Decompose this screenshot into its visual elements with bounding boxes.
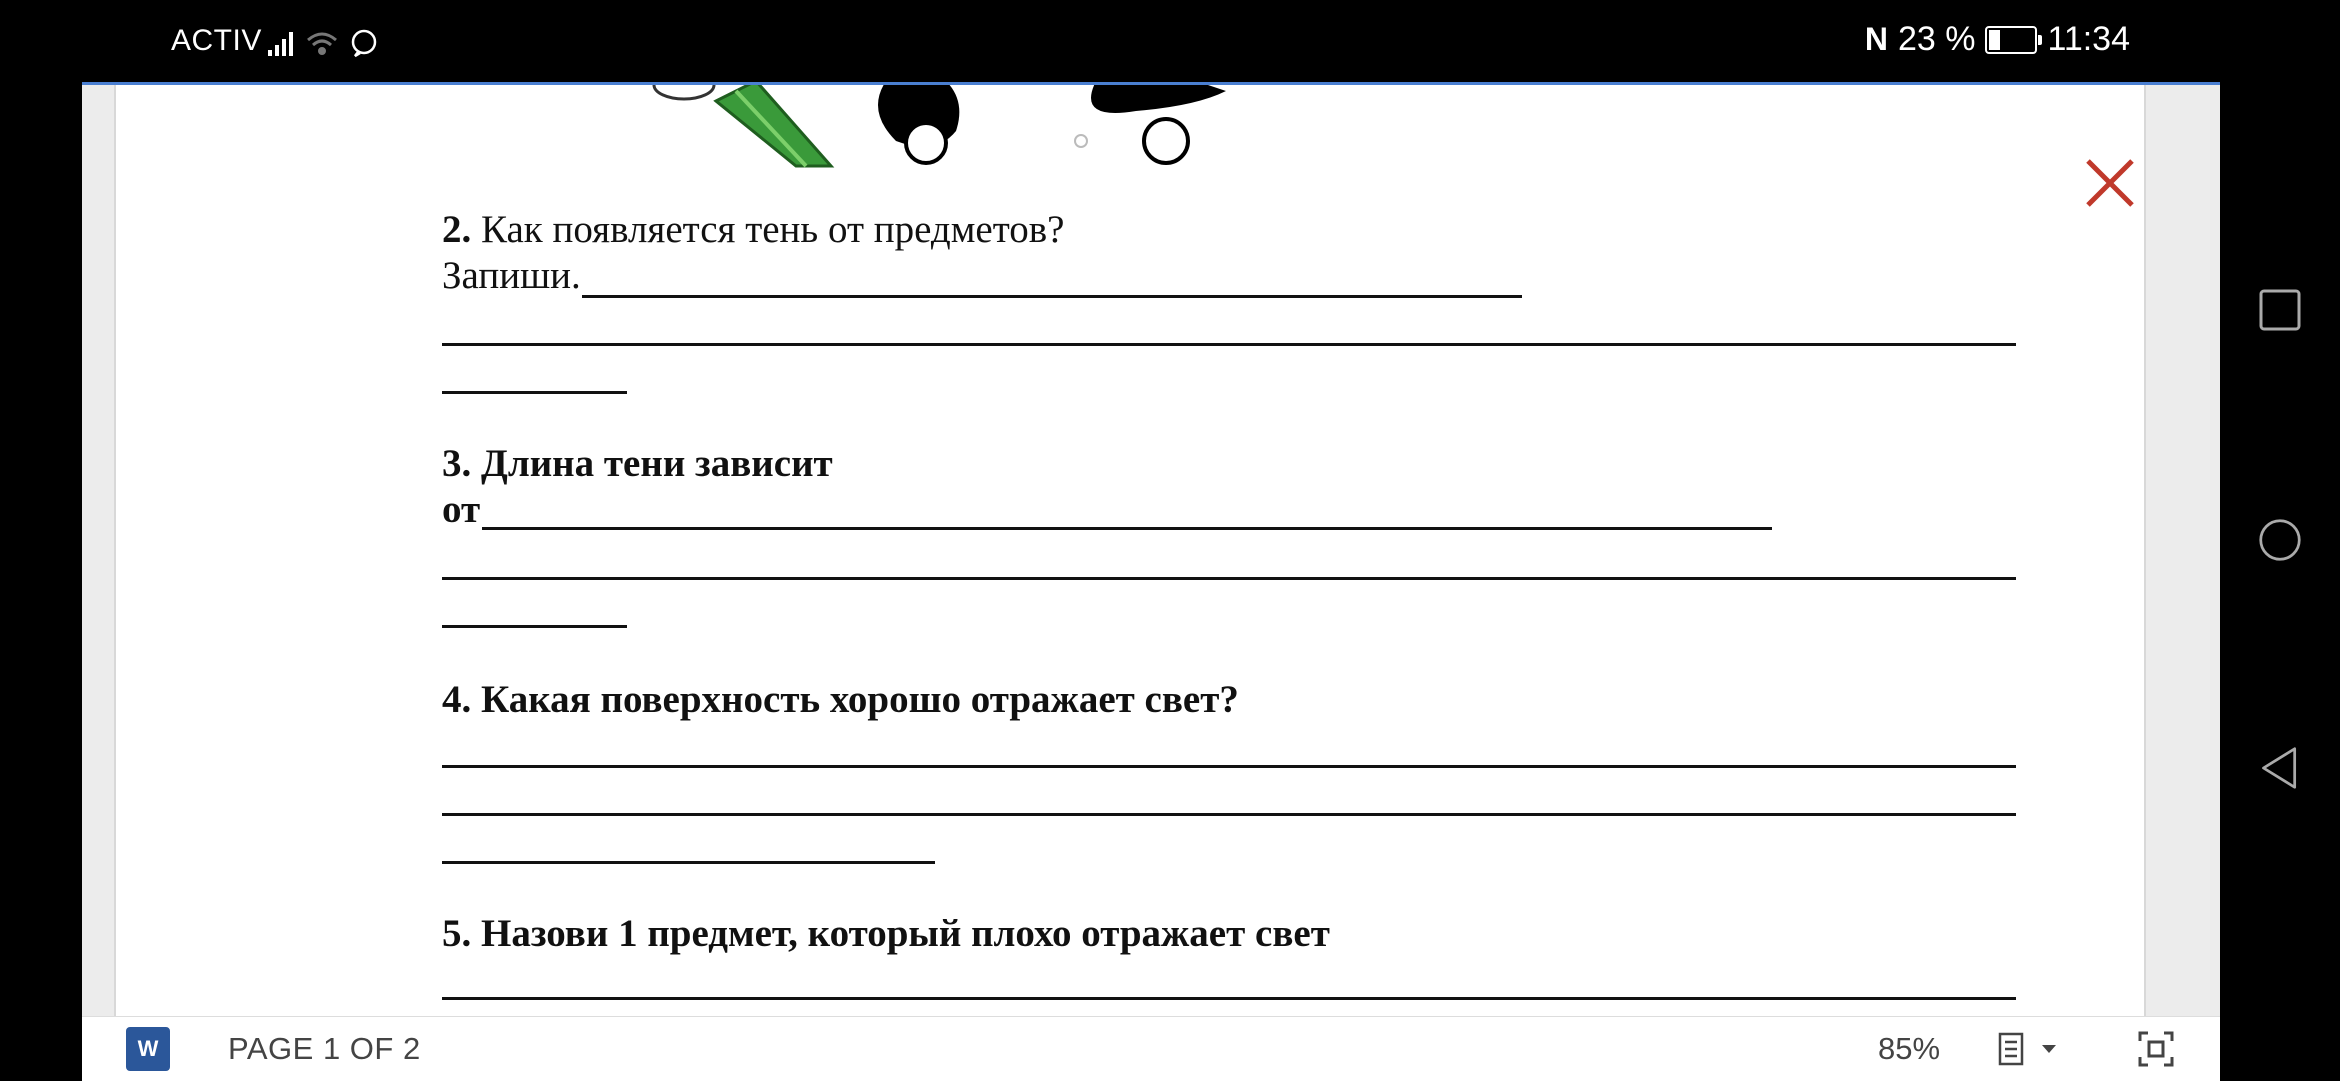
answer-line bbox=[442, 625, 627, 628]
question-3: 3. Длина тени зависит bbox=[442, 442, 833, 485]
nfc-icon: N bbox=[1864, 21, 1888, 57]
page-indicator: PAGE 1 OF 2 bbox=[228, 1031, 421, 1066]
battery-icon bbox=[1985, 26, 2037, 54]
system-nav-bar bbox=[2220, 0, 2340, 1080]
question-2: 2. Как появляется тень от предметов? bbox=[442, 208, 1065, 251]
answer-line bbox=[482, 527, 1772, 530]
clock: 11:34 bbox=[2047, 20, 2130, 58]
chevron-down-icon bbox=[2042, 1045, 2056, 1053]
bottom-toolbar bbox=[82, 1016, 2220, 1081]
home-icon[interactable] bbox=[2258, 518, 2302, 562]
answer-line bbox=[442, 577, 2016, 580]
whatsapp-icon bbox=[353, 31, 375, 56]
answer-line bbox=[442, 765, 2016, 768]
battery-percent: 23 % bbox=[1897, 20, 1976, 58]
fit-screen-icon[interactable] bbox=[2136, 1029, 2176, 1069]
recent-apps-icon[interactable] bbox=[2258, 288, 2302, 332]
wifi-icon bbox=[308, 34, 336, 54]
answer-line bbox=[442, 391, 627, 394]
signal-icon bbox=[268, 32, 293, 56]
question-4: 4. Какая поверхность хорошо отражает свет? bbox=[442, 678, 1239, 721]
illustration-pencil-shadows bbox=[636, 85, 1536, 171]
question-2-write-label: Запиши. bbox=[442, 254, 581, 297]
carrier-name: ACTIV bbox=[171, 24, 262, 57]
answer-line bbox=[442, 343, 2016, 346]
document-viewer[interactable] bbox=[82, 82, 2220, 1019]
close-icon[interactable] bbox=[2082, 155, 2138, 211]
question-3-from: от bbox=[442, 488, 481, 531]
document-view-icon bbox=[2000, 1034, 2022, 1064]
status-right bbox=[1865, 20, 2130, 59]
answer-line bbox=[442, 861, 935, 864]
signal-wifi-whatsapp-icons bbox=[268, 28, 388, 58]
answer-line bbox=[582, 295, 1522, 298]
back-icon[interactable] bbox=[2258, 746, 2302, 790]
answer-line bbox=[442, 997, 2016, 1000]
word-app-icon: W bbox=[126, 1027, 170, 1071]
view-mode-dropdown[interactable] bbox=[1994, 1029, 2074, 1069]
status-bar bbox=[0, 0, 2220, 82]
document-page[interactable] bbox=[114, 85, 2146, 1019]
answer-line bbox=[442, 813, 2016, 816]
zoom-level[interactable]: 85% bbox=[1878, 1031, 1941, 1066]
question-5: 5. Назови 1 предмет, который плохо отражает свет bbox=[442, 912, 1330, 955]
